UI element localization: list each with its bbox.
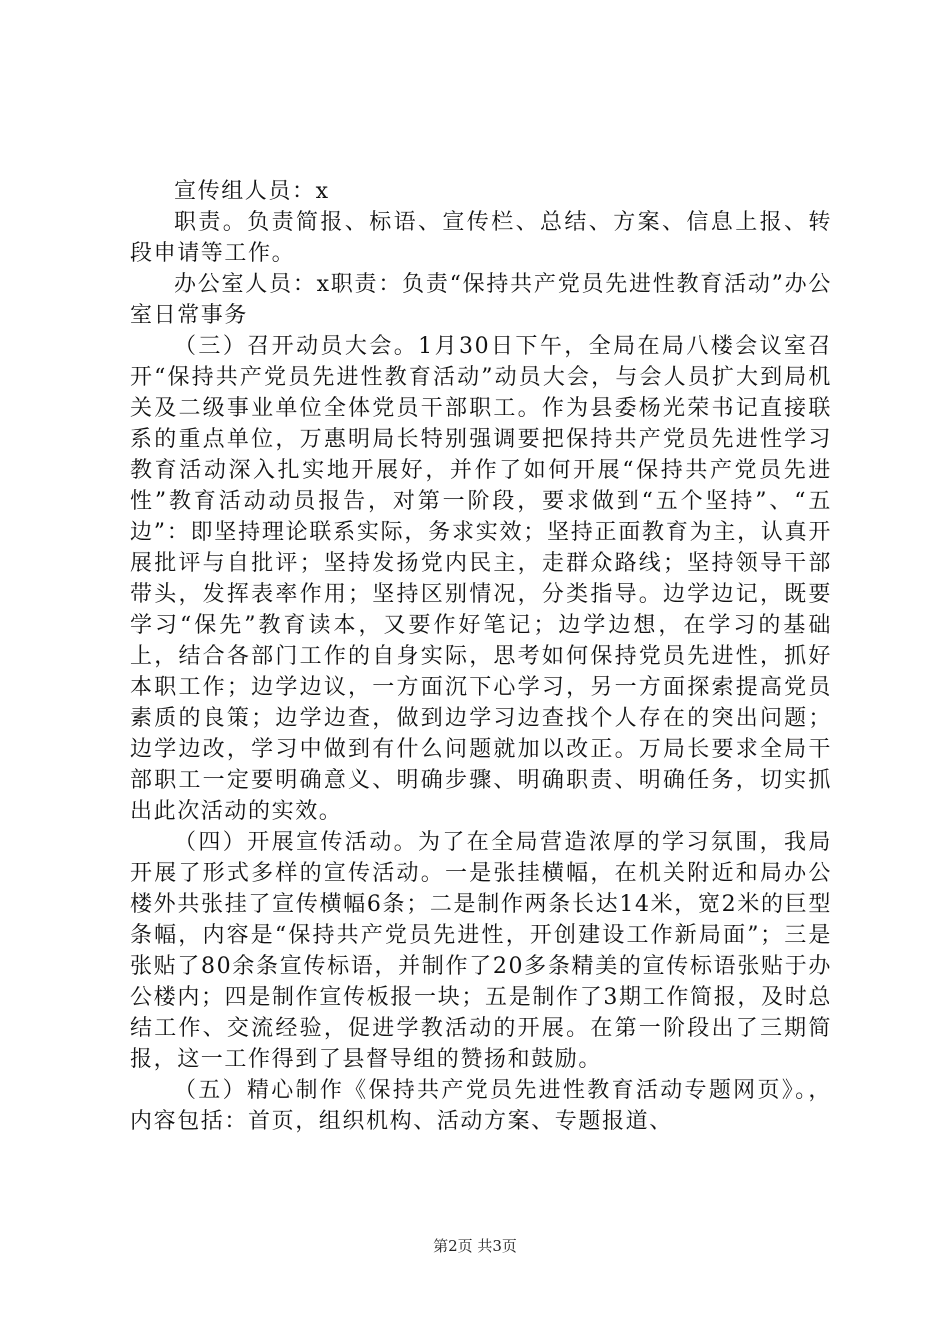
paragraph-mobilization-meeting: （三）召开动员大会。1月30日下午，全局在局八楼会议室召开“保持共产党员先进性教育活动”动员大会，与会人员扩大到局机关及二级事业单位全体党员干部职工。作为县委杨光荣书记直接联系的重点单位，万惠明局长特别强调要把保持共产党员先进性学习教育活动深入扎实地开展好，并作了如何开展“保持共产党员先进性”教育活动动员报告，对第一阶段，要求做到“五个坚持”、“五边”：即坚持理论联系实际，务求实效；坚持正面教育为主，认真开展批评与自批评；坚持发扬党内民主，走群众路线；坚持领导干部带头，发挥表率作用；坚持区别情况，分类指导。边学边记，既要学习“保先”教育读本，又要作好笔记；边学边想，在学习的基础上，结合各部门工作的自身实际，思考如何保持党员先进性，抓好本职工作；边学边议，一方面沉下心学习，另一方面探索提高党员素质的良策；边学边查，做到边学习边查找个人存在的突出问题；边学边改，学习中做到有什么问题就加以改正。万局长要求全局干部职工一定要明确意义、明确步骤、明确职责、明确任务，切实抓出此次活动的实效。: [130, 334, 832, 824]
paragraph-publicity-activities: （四）开展宣传活动。为了在全局营造浓厚的学习氛围，我局开展了形式多样的宣传活动。一是张挂横幅，在机关附近和局办公楼外共张挂了宣传横幅6条；二是制作两条长达14米，宽2米的巨型条幅，内容是“保持共产党员先进性，开创建设工作新局面”；三是张贴了80余条宣传标语，并制作了20多条精美的宣传标语张贴于办公楼内；四是制作宣传板报一块；五是制作了3期工作简报，及时总结工作、交流经验，促进学教活动的开展。在第一阶段出了三期简报，这一工作得到了县督导组的赞扬和鼓励。: [130, 830, 832, 1072]
document-body: [130, 176, 832, 1137]
paragraph-special-webpage: （五）精心制作《保持共产党员先进性教育活动专题网页》。，内容包括：首页，组织机构、活动方案、专题报道、: [130, 1078, 832, 1134]
page-footer: 第2页 共3页: [433, 1237, 517, 1255]
paragraph-publicity-duties: 职责。负责简报、标语、宣传栏、总结、方案、信息上报、转段申请等工作。: [130, 210, 832, 266]
paragraph-office-staff: 办公室人员：x职责：负责“保持共产党员先进性教育活动”办公室日常事务: [130, 272, 832, 328]
paragraph-publicity-staff: 宣传组人员：x: [174, 179, 330, 204]
